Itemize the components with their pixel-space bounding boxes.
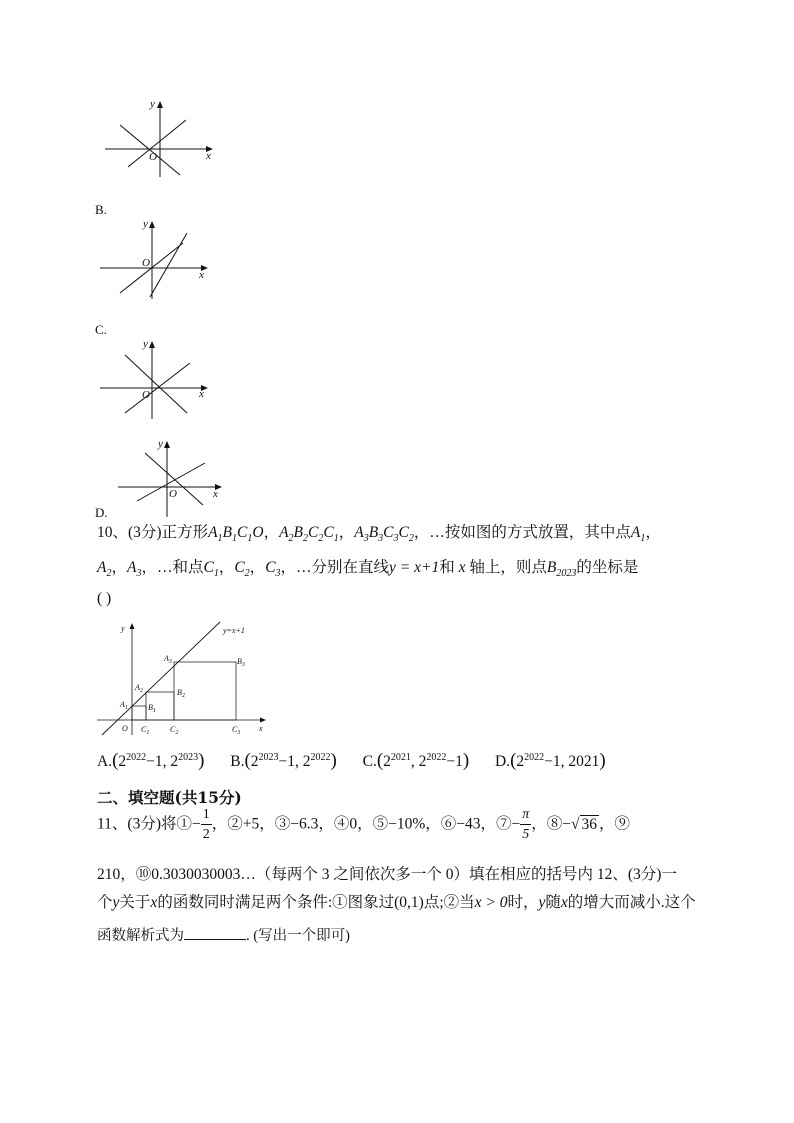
sqrt-36: √ 36 bbox=[571, 815, 598, 833]
line-label: y=x+1 bbox=[223, 626, 245, 635]
option-b-label: B. bbox=[95, 202, 107, 217]
label-c1: $C_1$ bbox=[141, 725, 150, 736]
x-label: x bbox=[206, 150, 211, 162]
q10-line-1: 10、(3分)正方形$A_1B_1C_1O$，$A_2B_2C_2C_1$，$A_3B_3C_3C_2$，…按如图的方式放置，其中点$A_1$， bbox=[97, 524, 661, 545]
choice-b: $B.(2^{2023}-1$, $2^{2022}$) bbox=[230, 750, 337, 771]
label-b1: $B_1$ bbox=[148, 703, 156, 714]
y-axis-arrow bbox=[149, 221, 155, 228]
fraction-one-half: $\frac{1}{2}$ bbox=[202, 807, 210, 842]
option-c-label: C. bbox=[95, 322, 107, 337]
y-axis-arrow bbox=[164, 441, 170, 448]
y-axis-arrow bbox=[149, 341, 155, 348]
square-1 bbox=[132, 706, 146, 720]
q11-line-2: 210，⑩0.3030030003…（每两个 3 之间依次多一个 0）填在相应的括号内 12、(3分)一 bbox=[97, 866, 677, 883]
q10-square3: $A_3B_3C_3C_2$ bbox=[354, 524, 414, 545]
y-label: y bbox=[143, 218, 148, 230]
graph-option-a bbox=[100, 95, 230, 185]
graph-line-2 bbox=[128, 120, 186, 167]
q10-square2: $A_2B_2C_2C_1$ bbox=[279, 524, 339, 545]
q10-line-2: $A_2$，$A_3$，…和点$C_1$，$C_2$，$C_3$，…分别在直线y = x+1和 x 轴上，则点$B_{2023}$的坐标是 bbox=[97, 559, 639, 580]
line-y-equals-x-plus-1 bbox=[102, 622, 220, 735]
origin-label: O bbox=[122, 724, 128, 733]
origin-label: O bbox=[169, 488, 177, 500]
fraction-pi-over-5: $\frac{\pi}{5}$ bbox=[522, 807, 530, 842]
x-label: x bbox=[213, 488, 218, 500]
graph-line-1 bbox=[125, 355, 187, 413]
y-axis-arrow bbox=[130, 623, 135, 629]
q10-answer-blank: ( ) bbox=[97, 590, 112, 607]
q10-number: 10、(3分)正方形 bbox=[97, 524, 209, 541]
q10-square1: $A_1B_1C_1O$ bbox=[208, 524, 264, 545]
graph-option-b bbox=[95, 215, 225, 305]
q12-line-2: 函数解析式为 . (写出一个即可) bbox=[97, 928, 350, 944]
y-axis-arrow bbox=[157, 101, 163, 108]
origin-label: O bbox=[142, 389, 150, 401]
label-a2: $A_2$ bbox=[135, 683, 143, 694]
x-label: x bbox=[199, 388, 204, 400]
label-b3: $B_3$ bbox=[237, 657, 245, 668]
origin-label: O bbox=[142, 257, 150, 269]
q12-line-1: 个y关于x的函数同时满足两个条件:①图象过(0,1)点;②当x > 0时，y随x的增大而减小.这个 bbox=[97, 894, 696, 911]
y-label: y bbox=[143, 338, 148, 350]
option-d-label: D. bbox=[95, 505, 108, 520]
label-a3: $A_3$ bbox=[164, 654, 172, 665]
condition-x-gt-0: x > 0 bbox=[474, 894, 508, 911]
answer-blank[interactable] bbox=[184, 939, 246, 940]
q10-line-equation: y = x+1 bbox=[389, 559, 440, 576]
y-label: y bbox=[121, 624, 125, 633]
origin-label: O bbox=[149, 151, 157, 163]
q11-line-1: 11、(3分)将①− $\frac{1}{2}$ ，②+5，③−6.3，④0，⑤−10%，⑥−43，⑦− $\frac{\pi}{5}$ ，⑧−√ 36 ，⑨ bbox=[97, 807, 631, 842]
label-c3: $C_3$ bbox=[232, 725, 241, 736]
label-c2: $C_2$ bbox=[170, 725, 179, 736]
y-label: y bbox=[150, 98, 155, 110]
x-axis-arrow bbox=[260, 718, 266, 723]
graph-option-d bbox=[115, 435, 245, 525]
y-label: y bbox=[158, 438, 163, 450]
choice-a: $A.(2^{2022}-1$, $2^{2023}$) bbox=[97, 750, 205, 771]
square-3 bbox=[174, 662, 236, 720]
label-b2: $B_2$ bbox=[177, 688, 185, 699]
x-label: x bbox=[259, 724, 263, 733]
choice-c: $C.(2^{2021}$, $2^{2022}-1$) bbox=[362, 750, 470, 771]
graph-option-c bbox=[95, 335, 225, 425]
point-0-1: (0,1) bbox=[394, 894, 424, 911]
choice-d: $D.(2^{2022}-1$, 2021) bbox=[494, 750, 606, 771]
x-label: x bbox=[199, 269, 204, 281]
section-heading-fill-in: 二、填空题(共15分) bbox=[97, 788, 242, 807]
q10-choices bbox=[97, 750, 606, 772]
q10-figure bbox=[95, 615, 275, 740]
label-a1: $A_1$ bbox=[120, 700, 128, 711]
